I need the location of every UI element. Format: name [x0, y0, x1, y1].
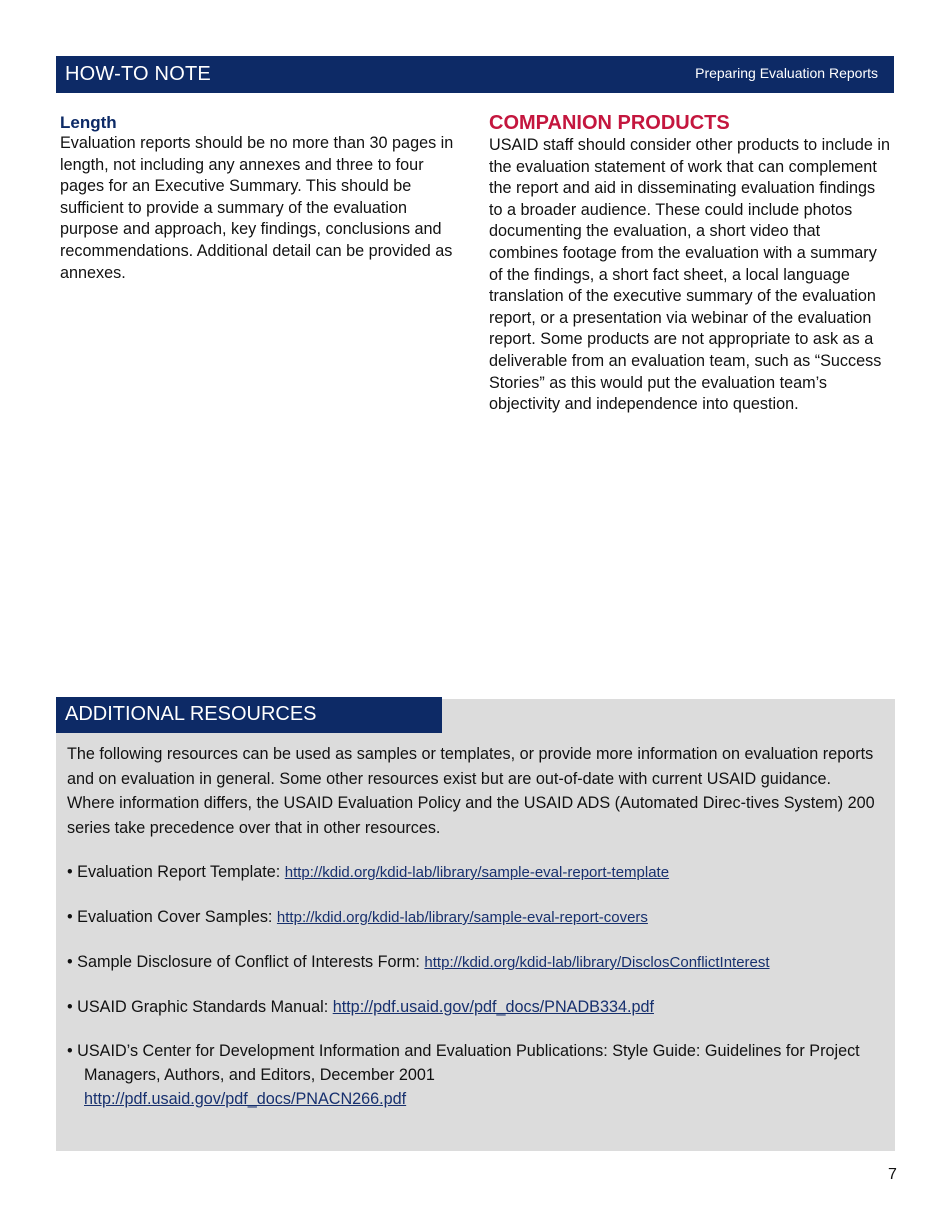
resource-item-style-guide: [67, 1039, 883, 1111]
resource-item-report-template: [67, 860, 883, 885]
resource-item-conflict-interest-form: [67, 950, 883, 975]
resource-label: • USAID’s Center for Development Information and Evaluation Publications: Style Guide: Guidelines for Project Managers, Authors, and Editors, December 2001: [67, 1042, 860, 1084]
length-heading: Length: [60, 113, 117, 132]
resource-label: • Evaluation Report Template:: [67, 863, 285, 881]
header-title: HOW-TO NOTE: [65, 63, 211, 85]
header-bar: [56, 56, 894, 93]
resource-label: • Sample Disclosure of Conflict of Interests Form:: [67, 953, 425, 971]
additional-resources-tab: [56, 697, 442, 733]
resource-item-graphic-standards: [67, 995, 883, 1019]
resources-intro: The following resources can be used as samples or templates, or provide more information on evaluation reports and on evaluation in general. Some other resources exist but are out-of-date with current USAID guidance. Where information differs, the USAID Evaluation Policy and the USAID ADS (Automated Direc-tives System) 200 series take precedence over that in other resources.: [67, 745, 875, 837]
companion-products-heading: COMPANION PRODUCTS: [489, 112, 730, 134]
resources-list: [67, 860, 883, 1111]
resource-link-conflict-interest-form[interactable]: http://kdid.org/kdid-lab/library/DisclosConflictInterest: [424, 954, 770, 971]
additional-resources-title: ADDITIONAL RESOURCES: [65, 703, 317, 725]
length-body: Evaluation reports should be no more than 30 pages in length, not including any annexes and three to four pages for an Executive Summary. This should be sufficient to provide a summary of the evaluation purpose and approach, key findings, conclusions and recommendations. Additional detail can be provided as annexes.: [60, 134, 454, 282]
resource-link-style-guide[interactable]: http://pdf.usaid.gov/pdf_docs/PNACN266.pdf: [84, 1090, 407, 1108]
additional-resources-content: [67, 742, 883, 1131]
header-subtitle: Preparing Evaluation Reports: [695, 65, 878, 81]
resource-link-report-template[interactable]: http://kdid.org/kdid-lab/library/sample-eval-report-template: [284, 864, 670, 881]
page-number: 7: [888, 1166, 897, 1183]
companion-products-body: USAID staff should consider other products to include in the evaluation statement of work that can complement the report and aid in disseminating evaluation findings to a broader audience. These could include photos documenting the evaluation, a short video that combines footage from the evaluation with a summary of the findings, a short fact sheet, a local language translation of the executive summary of the evaluation report, or a presentation via webinar of the evaluation report. Some products are not appropriate to ask as a deliverable from an evaluation team, such as “Success Stories” as this would put the evaluation team’s objectivity and independence into question.: [489, 136, 891, 414]
resource-item-cover-samples: [67, 905, 883, 930]
companion-products-section: [489, 110, 891, 416]
resource-label: • Evaluation Cover Samples:: [67, 908, 277, 926]
resource-link-graphic-standards[interactable]: http://pdf.usaid.gov/pdf_docs/PNADB334.pdf: [332, 998, 654, 1016]
length-section: [60, 110, 462, 284]
resource-label: • USAID Graphic Standards Manual:: [67, 998, 333, 1016]
resource-link-cover-samples[interactable]: http://kdid.org/kdid-lab/library/sample-eval-report-covers: [276, 909, 648, 926]
